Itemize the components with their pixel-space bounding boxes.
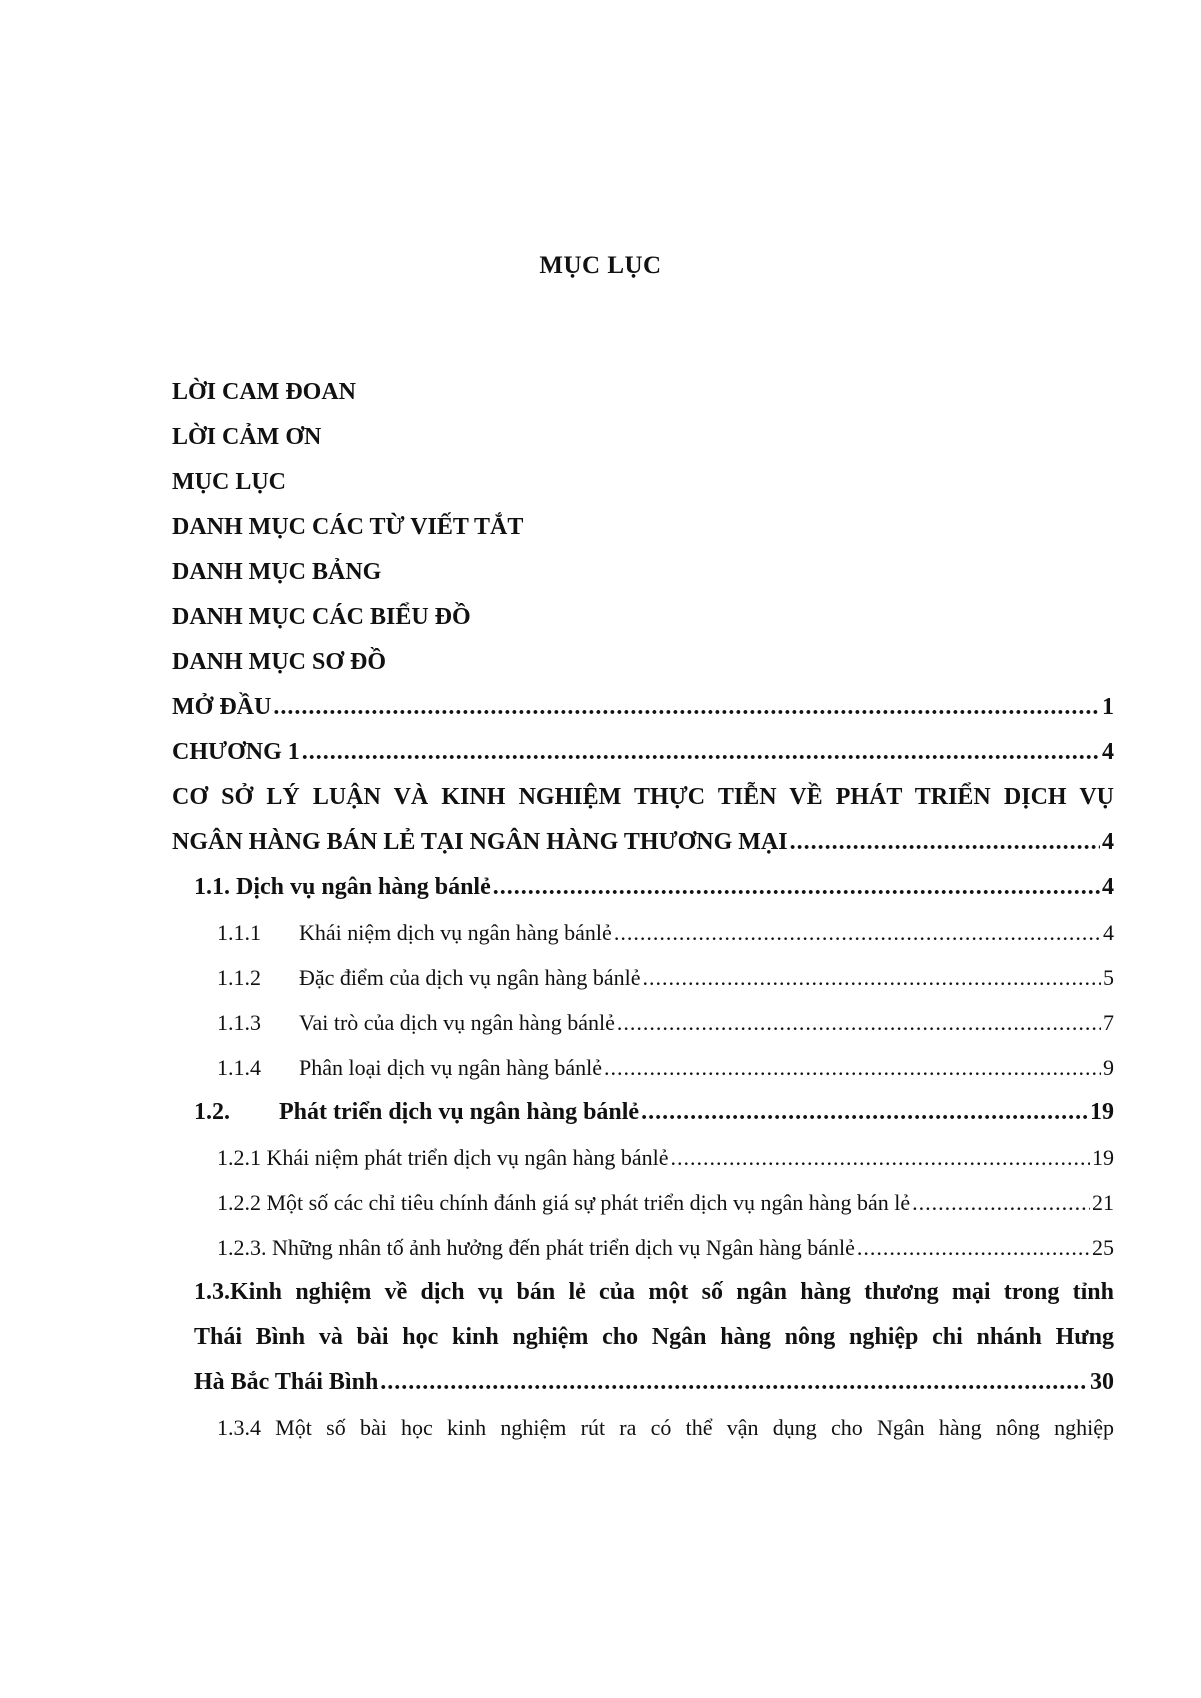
dot-leader: [641, 1090, 1088, 1135]
dot-leader: [273, 685, 1100, 730]
toc-label: DANH MỤC CÁC TỪ VIẾT TẮT: [172, 514, 524, 540]
toc-entry-danh-muc-bieu-do[interactable]: [172, 595, 1114, 640]
toc-label: MỞ ĐẦU: [172, 694, 272, 720]
page-number: 4: [1103, 920, 1114, 945]
dot-leader: [604, 1045, 1101, 1090]
page-number: 19: [1092, 1145, 1114, 1170]
section-title: Vai trò của dịch vụ ngân hàng bánlẻ: [299, 1010, 615, 1035]
section-title: Dịch vụ ngân hàng bánlẻ: [236, 874, 491, 900]
section-title: Khái niệm dịch vụ ngân hàng bánlẻ: [299, 920, 612, 945]
toc-label: [217, 910, 612, 955]
toc-entry-1-3-line1[interactable]: [172, 1270, 1114, 1315]
dot-leader: [493, 865, 1100, 910]
toc-entry-chuong-1-title-line1[interactable]: [172, 775, 1114, 820]
dot-leader: [617, 1000, 1101, 1045]
toc-entry-1-2-1[interactable]: [172, 1135, 1114, 1180]
section-title: Phát triển dịch vụ ngân hàng bánlẻ: [279, 1099, 640, 1125]
toc-entry-tu-viet-tat[interactable]: [172, 505, 1114, 550]
dot-leader: [671, 1135, 1091, 1180]
toc-label: CƠ SỞ LÝ LUẬN VÀ KINH NGHIỆM THỰC TIỄN VỀ PHÁT TRIỂN DỊCH VỤ: [172, 784, 1114, 810]
page-number: 7: [1103, 1010, 1114, 1035]
toc-label: [217, 1000, 615, 1045]
toc-label: 1.2.3. Những nhân tố ảnh hưởng đến phát triển dịch vụ Ngân hàng bánlẻ: [217, 1235, 855, 1260]
toc-label: DANH MỤC SƠ ĐỒ: [172, 649, 386, 675]
page-number: 4: [1102, 739, 1114, 765]
toc-entry-1-3-line2[interactable]: [172, 1315, 1114, 1360]
dot-leader: [857, 1225, 1090, 1270]
toc-entry-loi-cam-on[interactable]: [172, 415, 1114, 460]
toc-entry-1-1-4[interactable]: [172, 1045, 1114, 1090]
toc-label: DANH MỤC CÁC BIỂU ĐỒ: [172, 604, 471, 630]
page-number: 21: [1092, 1190, 1114, 1215]
page-number: 1: [1102, 694, 1114, 720]
dot-leader: [912, 1180, 1090, 1225]
toc-entry-1-2[interactable]: [172, 1090, 1114, 1135]
toc-entry-muc-luc[interactable]: [172, 460, 1114, 505]
section-title: Đặc điểm của dịch vụ ngân hàng bánlẻ: [299, 965, 641, 990]
page-number: 9: [1103, 1055, 1114, 1080]
section-number: 1.2.: [194, 1099, 230, 1125]
page-number: 4: [1102, 874, 1114, 900]
toc-entry-1-1-1[interactable]: [172, 910, 1114, 955]
toc-entry-danh-muc-so-do[interactable]: [172, 640, 1114, 685]
dot-leader: [302, 730, 1100, 775]
toc-label: 1.2.1 Khái niệm phát triển dịch vụ ngân hàng bánlẻ: [217, 1145, 669, 1170]
toc-entry-1-1[interactable]: [172, 865, 1114, 910]
toc-label: 1.3.4 Một số bài học kinh nghiệm rút ra có thể vận dụng cho Ngân hàng nông nghiệp: [217, 1415, 1114, 1440]
page-number: 4: [1102, 829, 1114, 855]
section-number: 1.1.1: [217, 920, 261, 945]
page-title: MỤC LỤC: [539, 252, 662, 279]
toc-entry-1-2-2[interactable]: [172, 1180, 1114, 1225]
toc-label: [217, 955, 640, 1000]
table-of-contents: [172, 370, 1114, 1450]
toc-entry-mo-dau[interactable]: [172, 685, 1114, 730]
toc-entry-danh-muc-bang[interactable]: [172, 550, 1114, 595]
page-number: 30: [1090, 1369, 1114, 1395]
page-number: 19: [1090, 1099, 1114, 1125]
section-title: Phân loại dịch vụ ngân hàng bánlẻ: [299, 1055, 603, 1080]
section-number: 1.1.2: [217, 965, 261, 990]
toc-label: 1.3.Kinh nghiệm về dịch vụ bán lẻ của một số ngân hàng thương mại trong tỉnh: [194, 1279, 1114, 1305]
dot-leader: [642, 955, 1101, 1000]
toc-entry-1-3-4[interactable]: [172, 1405, 1114, 1450]
toc-entry-1-1-3[interactable]: [172, 1000, 1114, 1045]
toc-entry-chuong-1-title-line2[interactable]: [172, 820, 1114, 865]
page-number: 5: [1103, 965, 1114, 990]
toc-label: LỜI CAM ĐOAN: [172, 379, 356, 405]
toc-label: DANH MỤC BẢNG: [172, 559, 382, 585]
dot-leader: [380, 1360, 1088, 1405]
toc-label: [217, 1045, 602, 1090]
toc-entry-chuong-1[interactable]: [172, 730, 1114, 775]
toc-label: [194, 1090, 639, 1135]
toc-label: CHƯƠNG 1: [172, 739, 300, 765]
toc-label: Hà Bắc Thái Bình: [194, 1369, 379, 1395]
toc-label: NGÂN HÀNG BÁN LẺ TẠI NGÂN HÀNG THƯƠNG MẠI: [172, 829, 788, 855]
section-number: 1.1.: [194, 874, 230, 900]
section-number: 1.1.4: [217, 1055, 261, 1080]
section-number: 1.1.3: [217, 1010, 261, 1035]
toc-label: [194, 865, 491, 910]
toc-entry-1-3-line3[interactable]: [172, 1360, 1114, 1405]
toc-entry-1-2-3[interactable]: [172, 1225, 1114, 1270]
toc-label: 1.2.2 Một số các chỉ tiêu chính đánh giá sự phát triển dịch vụ ngân hàng bán lẻ: [217, 1190, 911, 1215]
dot-leader: [790, 820, 1100, 865]
dot-leader: [614, 910, 1101, 955]
page-number: 25: [1092, 1235, 1114, 1260]
toc-entry-1-1-2[interactable]: [172, 955, 1114, 1000]
toc-label: MỤC LỤC: [172, 469, 286, 495]
toc-entry-loi-cam-doan[interactable]: [172, 370, 1114, 415]
toc-label: Thái Bình và bài học kinh nghiệm cho Ngân hàng nông nghiệp chi nhánh Hưng: [194, 1324, 1114, 1350]
toc-label: LỜI CẢM ƠN: [172, 424, 322, 450]
